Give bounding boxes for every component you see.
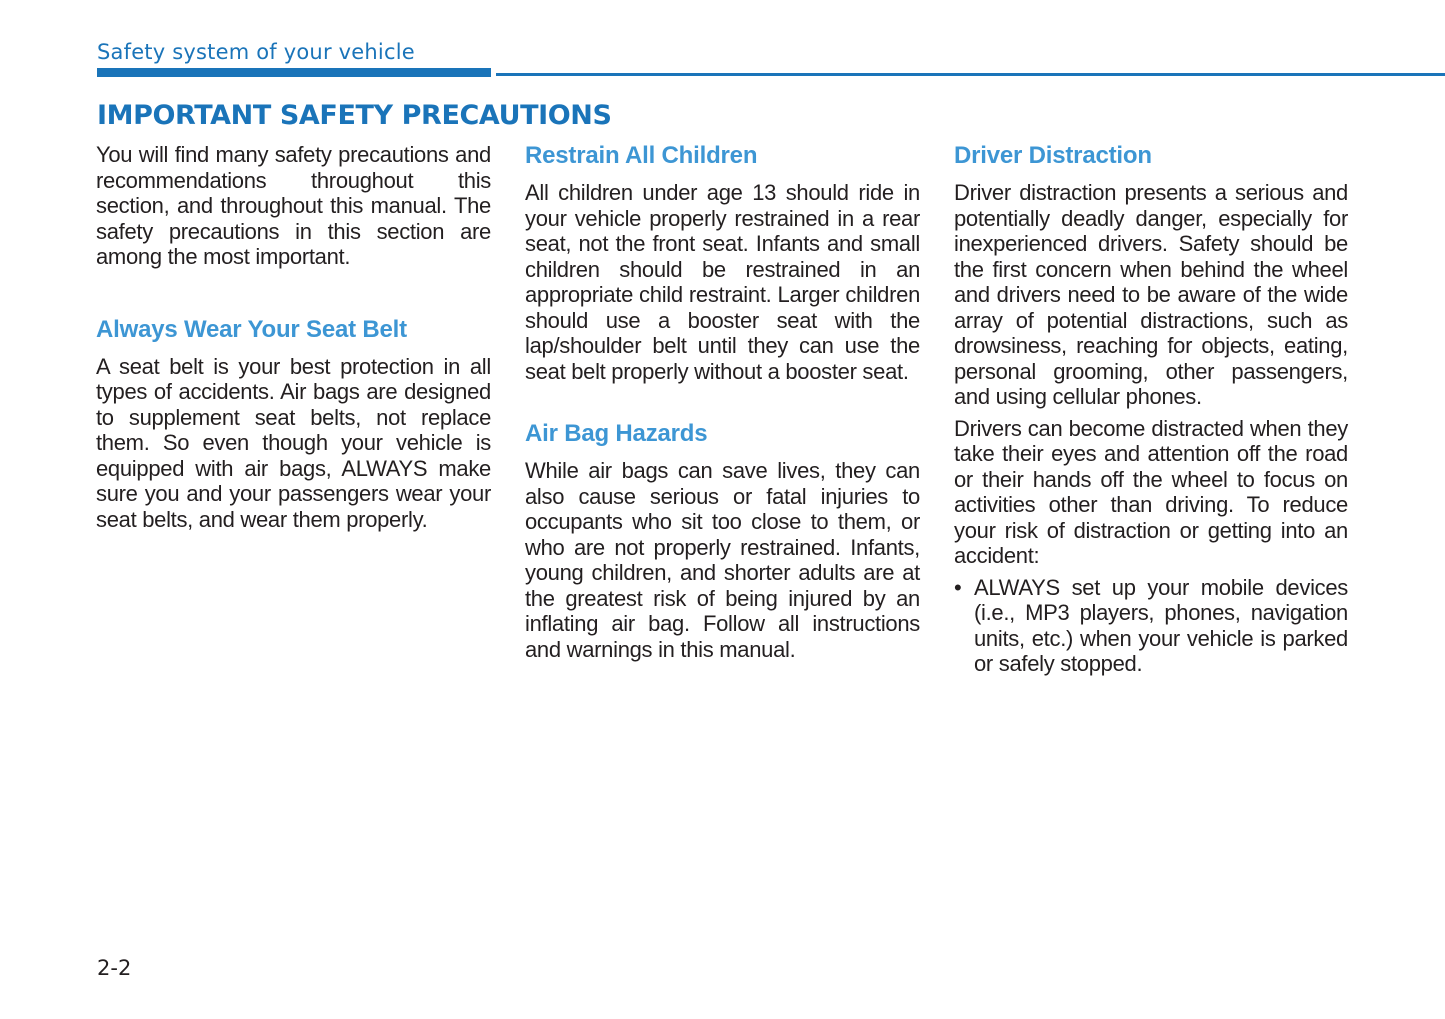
seat-belt-heading: Always Wear Your Seat Belt [96,315,407,343]
column-middle [525,142,920,662]
restrain-children-paragraph: All children under age 13 should ride in your vehicle properly restrained in a rear seat, not the front seat. Infants and small children should be restrained in an appropriate child restraint. Larger children should use a booster seat with the lap/shoulder belt until they can use the seat belt properly without a booster seat. [525,180,920,384]
seat-belt-paragraph: A seat belt is your best protection in all types of accidents. Air bags are designed to supplement seat belts, not replace them. So even though your vehicle is equipped with air bags, ALWAYS make sure you and your passengers wear your seat belts, and wear them properly. [96,353,491,532]
section-header-title: Safety system of your vehicle [97,40,415,64]
header-rule-thin [496,73,1445,76]
air-bag-hazards-paragraph: While air bags can save lives, they can also cause serious or fatal injuries to occupants who sit too close to them, or who are not properly restrained. Infants, young children, and shorter adults are at the greatest risk of being injured by an inflating air bag. Follow all instructions and warnings in this manual. [525,458,920,662]
restrain-children-heading: Restrain All Children [525,142,758,169]
header-rule-thick [97,68,491,77]
list-item [954,575,1348,677]
driver-distraction-paragraph-2: Drivers can become distracted when they take their eyes and attention off the road or their hands off the wheel to focus on activities other than driving. To reduce your risk of distraction or getting into an accident: [954,415,1348,568]
page-number: 2-2 [97,956,132,980]
column-left [96,142,491,532]
driver-distraction-paragraph-1: Driver distraction presents a serious and potentially deadly danger, especially for inexperienced drivers. Safety should be the first concern when behind the wheel and drivers need to be aware of the wide array of potential distractions, such as drowsiness, reaching for objects, eating, personal grooming, other passengers, and using cellular phones. [954,180,1348,409]
column-right [954,142,1348,677]
driver-distraction-heading: Driver Distraction [954,142,1152,169]
intro-paragraph: You will find many safety precautions and recommendations throughout this section, and throughout this manual. The safety precautions in this section are among the most important. [96,142,491,269]
page-title: IMPORTANT SAFETY PRECAUTIONS [97,100,612,131]
bullet-text: ALWAYS set up your mobile devices (i.e., MP3 players, phones, navigation units, etc.) when your vehicle is parked or safely stopped. [974,574,1348,676]
air-bag-hazards-heading: Air Bag Hazards [525,420,708,447]
bullet-icon: • [954,574,962,600]
